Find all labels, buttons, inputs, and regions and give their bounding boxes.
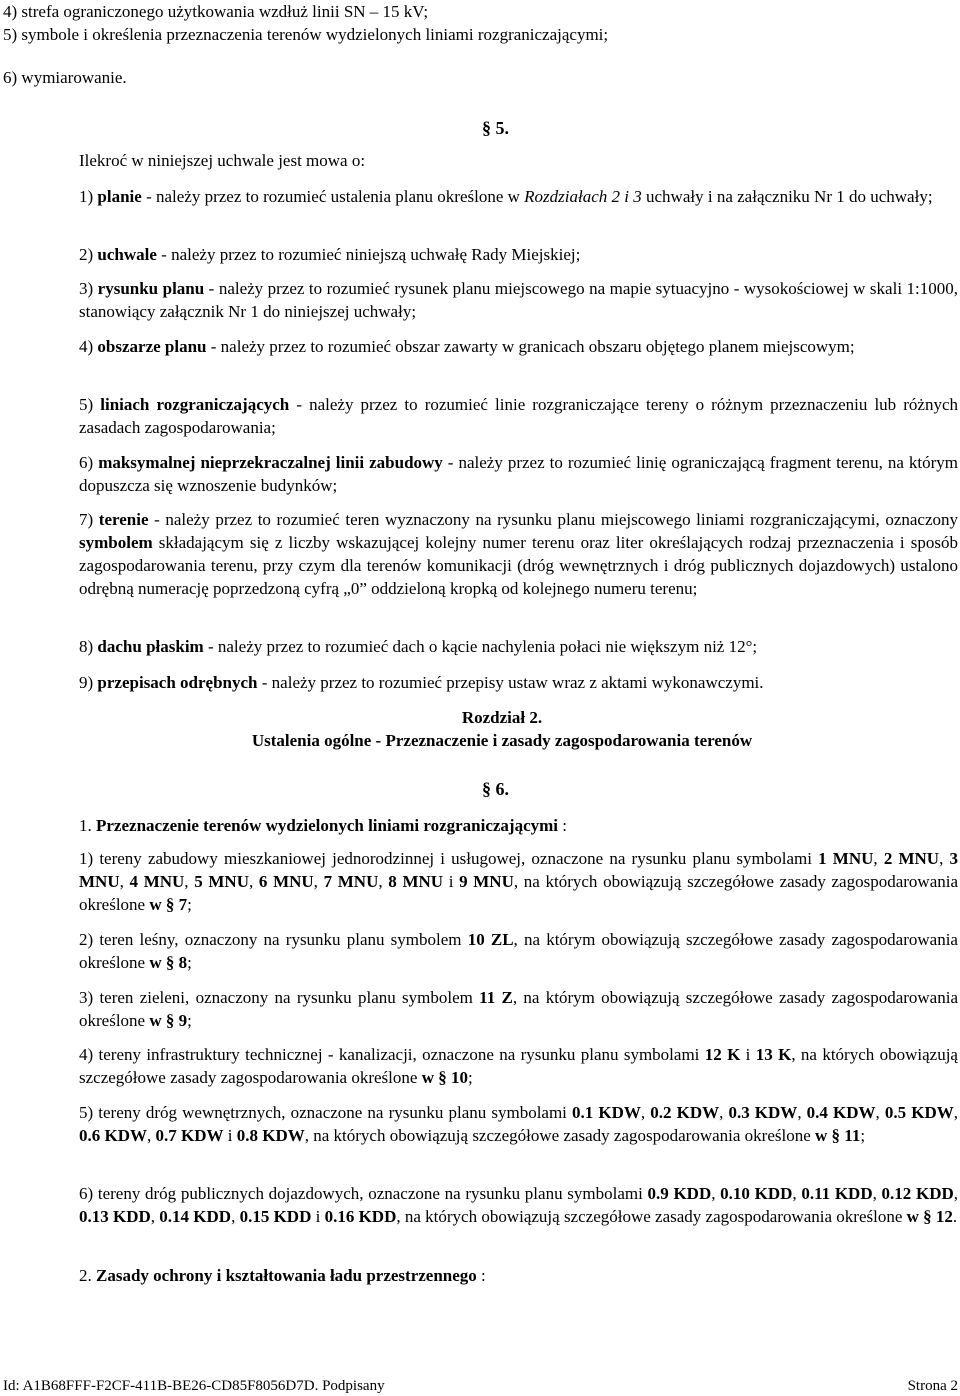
- top-line-3: 6) wymiarowanie.: [3, 68, 127, 87]
- land-use-item-5: 5) tereny dróg wewnętrznych, oznaczone na rysunku planu symbolami 0.1 KDW, 0.2 KDW, 0.3 KDW, 0.4 KDW, 0.5 KDW, 0.6 KDW, 0.7 KDW i 0.8 KDW, na których obowiązują szczegółowe zasady zagospodarowania określone w § 11;: [79, 1103, 958, 1145]
- definition-item-5: 5) liniach rozgraniczających - należy przez to rozumieć linie rozgraniczające tereny o różnym przeznaczeniu lub różnych zasadach zagospodarowania;: [79, 395, 958, 437]
- land-use-item-2: 2) teren leśny, oznaczony na rysunku planu symbolem 10 ZL, na którym obowiązują szczegółowe zasady zagospodarowania określone w § 8;: [79, 930, 958, 972]
- section-6-symbol: § 6.: [482, 779, 509, 799]
- definition-item-6: 6) maksymalnej nieprzekraczalnej linii zabudowy - należy przez to rozumieć linię ograniczającą fragment terenu, na którym dopuszcza się wznoszenie budynków;: [79, 453, 958, 495]
- section-6-heading-1: 1. Przeznaczenie terenów wydzielonych liniami rozgraniczającymi :: [79, 816, 568, 835]
- footer-document-id: Id: A1B68FFF-F2CF-411B-BE26-CD85F8056D7D. Podpisany: [3, 1378, 385, 1394]
- land-use-item-1: 1) tereny zabudowy mieszkaniowej jednorodzinnej i usługowej, oznaczone na rysunku planu symbolami 1 MNU, 2 MNU, 3 MNU, 4 MNU, 5 MNU, 6 MNU, 7 MNU, 8 MNU i 9 MNU, na których obowiązują szczegółowe zasady zagospodarowania określone w § 7;: [79, 849, 959, 914]
- section-5-intro: Ilekroć w niniejszej uchwale jest mowa o:: [79, 151, 366, 170]
- section-6-heading-2: 2. Zasady ochrony i kształtowania ładu przestrzennego :: [79, 1266, 486, 1285]
- section-5-symbol: § 5.: [482, 118, 509, 138]
- page-footer: [3, 1376, 958, 1396]
- chapter-title: Rozdział 2.: [461, 708, 543, 727]
- definition-item-9: 9) przepisach odrębnych - należy przez to rozumieć przepisy ustaw wraz z aktami wykonawczymi.: [79, 673, 764, 692]
- land-use-item-4: 4) tereny infrastruktury technicznej - kanalizacji, oznaczone na rysunku planu symbolami 12 K i 13 K, na których obowiązują szczegółowe zasady zagospodarowania określone w § 10;: [79, 1045, 958, 1087]
- land-use-item-3: 3) teren zieleni, oznaczony na rysunku planu symbolem 11 Z, na którym obowiązują szczegółowe zasady zagospodarowania określone w § 9;: [79, 988, 958, 1030]
- definition-item-3: 3) rysunku planu - należy przez to rozumieć rysunek planu miejscowego na mapie sytuacyjno - wysokościowej w skali 1:1000, stanowiący załącznik Nr 1 do niniejszej uchwały;: [79, 279, 958, 321]
- definition-item-1: 1) planie - należy przez to rozumieć ustalenia planu określone w Rozdziałach 2 i 3 uchwały i na załączniku Nr 1 do uchwały;: [79, 187, 933, 206]
- definition-item-7: 7) terenie - należy przez to rozumieć teren wyznaczony na rysunku planu miejscowego liniami rozgraniczającymi, oznaczony symbolem składającym się z liczby wskazującej kolejny numer terenu oraz liter określających rodzaj przeznaczenia i sposób zagospodarowania terenu, przy czym dla terenów komunikacji (dróg wewnętrznych i dróg publicznych dojazdowych) ustalono odrębną numerację poprzedzoną cyfrą „0” oddzieloną kropką od kolejnego numeru terenu;: [79, 510, 959, 598]
- definition-item-8: 8) dachu płaskim - należy przez to rozumieć dach o kącie nachylenia połaci nie większym niż 12°;: [79, 637, 758, 656]
- land-use-item-6: 6) tereny dróg publicznych dojazdowych, oznaczone na rysunku planu symbolami 0.9 KDD, 0.10 KDD, 0.11 KDD, 0.12 KDD, 0.13 KDD, 0.14 KDD, 0.15 KDD i 0.16 KDD, na których obowiązują szczegółowe zasady zagospodarowania określone w § 12.: [79, 1184, 959, 1226]
- footer-page-number: Strona 2: [907, 1378, 958, 1394]
- top-line-2: 5) symbole i określenia przeznaczenia terenów wydzielonych liniami rozgraniczającymi;: [3, 25, 609, 44]
- top-line-1: 4) strefa ograniczonego użytkowania wzdłuż linii SN – 15 kV;: [3, 2, 429, 21]
- definition-item-4: 4) obszarze planu - należy przez to rozumieć obszar zawarty w granicach obszaru objętego planem miejscowym;: [79, 337, 855, 356]
- definition-item-2: 2) uchwale - należy przez to rozumieć niniejszą uchwałę Rady Miejskiej;: [79, 245, 581, 264]
- chapter-subtitle: Ustalenia ogólne - Przeznaczenie i zasady zagospodarowania terenów: [251, 731, 753, 750]
